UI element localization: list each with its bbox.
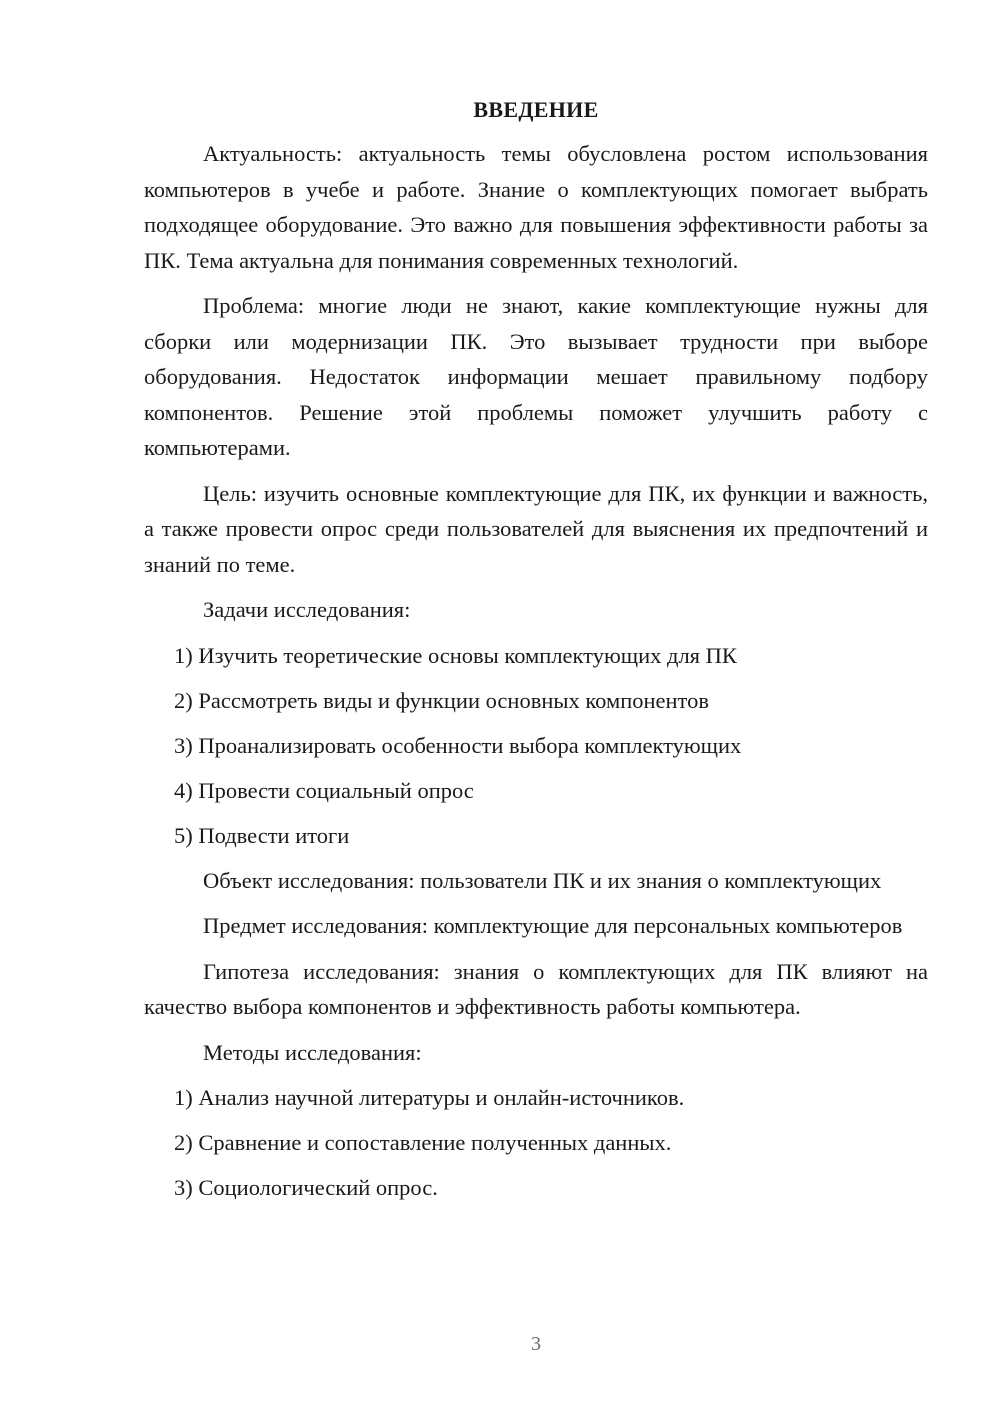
methods-list	[144, 1080, 928, 1206]
object-paragraph: Объект исследования: пользователи ПК и их знания о комплектующих	[203, 867, 882, 893]
list-item: 1) Анализ научной литературы и онлайн-источников.	[174, 1085, 685, 1110]
page-title: ВВЕДЕНИЕ	[473, 97, 599, 122]
goal-paragraph: Цель: изучить основные комплектующие для ПК, их функции и важность, а также провести опрос среди пользователей для выяснения их предпочтений и знаний по теме.	[144, 480, 928, 577]
methods-label: Методы исследования:	[203, 1039, 422, 1065]
page-number: 3	[531, 1333, 541, 1355]
tasks-label: Задачи исследования:	[203, 597, 411, 622]
list-item: 1) Изучить теоретические основы комплектующих для ПК	[174, 642, 737, 668]
list-item: 4) Провести социальный опрос	[174, 777, 474, 803]
list-item: 2) Рассмотреть виды и функции основных компонентов	[174, 687, 709, 713]
problem-paragraph: Проблема: многие люди не знают, какие комплектующие нужны для сборки или модернизации ПК. Это вызывает трудности при выборе оборудования. Недостаток информации мешает правильному подбору компонентов. Решение этой проблемы поможет улучшить работу с компьютерами.	[144, 293, 928, 460]
relevance-paragraph: Актуальность: актуальность темы обусловлена ростом использования компьютеров в учебе и работе. Знание о комплектующих помогает выбрать подходящее оборудование. Это важно для повышения эффективности работы за ПК. Тема актуальна для понимания современных технологий.	[144, 141, 928, 273]
list-item: 3) Проанализировать особенности выбора комплектующих	[174, 732, 742, 758]
subject-paragraph: Предмет исследования: комплектующие для персональных компьютеров	[203, 913, 903, 938]
hypothesis-paragraph: Гипотеза исследования: знания о комплектующих для ПК влияют на качество выбора компонентов и эффективность работы компьютера.	[144, 958, 928, 1019]
list-item: 3) Социологический опрос.	[174, 1175, 438, 1200]
list-item: 5) Подвести итоги	[174, 822, 350, 848]
tasks-list	[144, 638, 928, 854]
document-page	[144, 92, 928, 1215]
list-item: 2) Сравнение и сопоставление полученных данных.	[174, 1130, 672, 1155]
